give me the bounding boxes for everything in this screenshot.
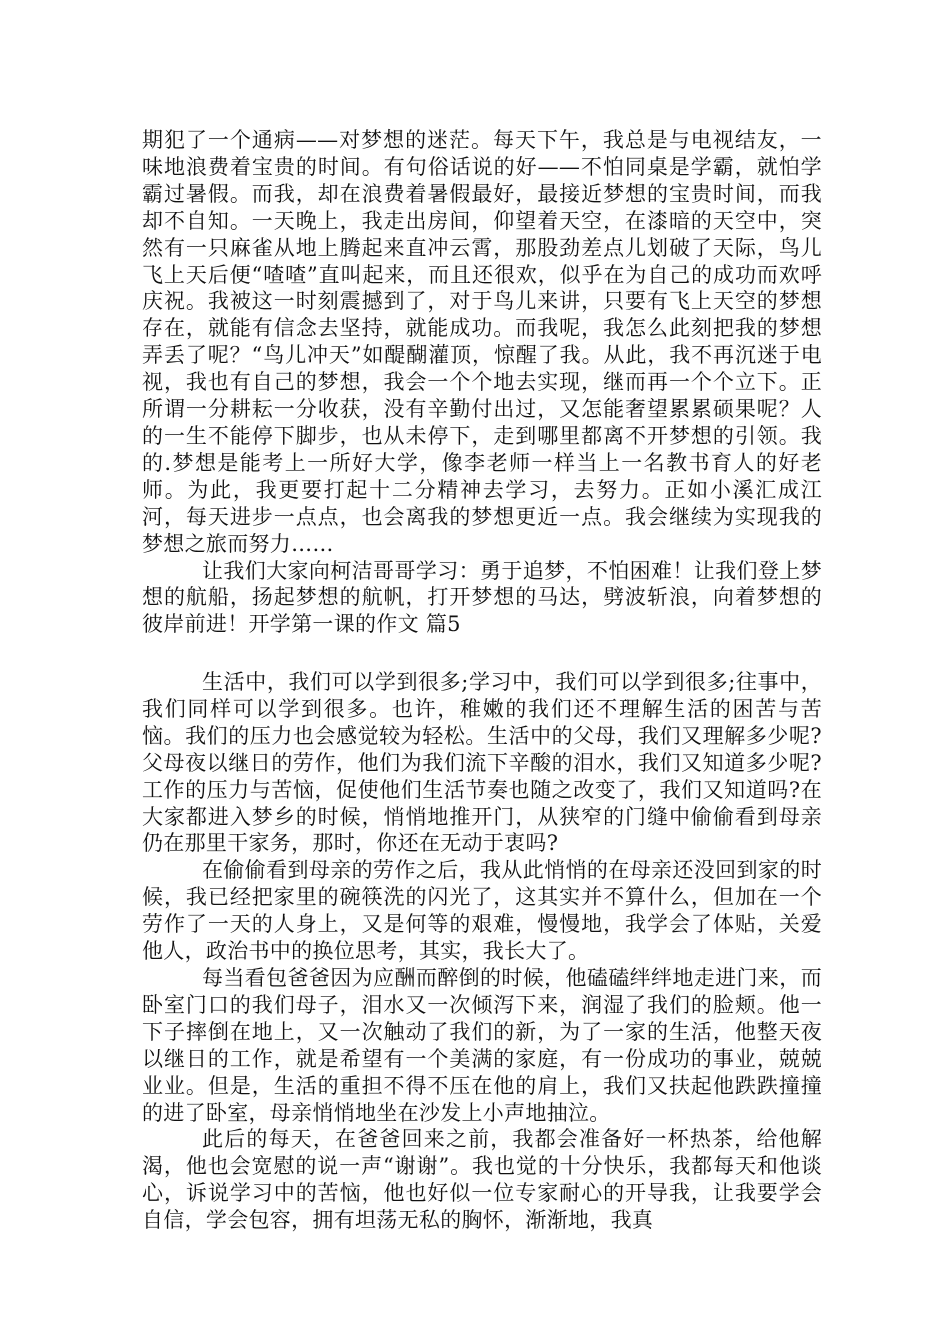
body-paragraph: 让我们大家向柯洁哥哥学习：勇于追梦，不怕困难！让我们登上梦想的航船，扬起梦想的航帆，打开梦想的马达，劈波斩浪，向着梦想的彼岸前进！开学第一课的作文 篇5 [142, 558, 822, 637]
body-paragraph: 期犯了一个通病——对梦想的迷茫。每天下午，我总是与电视结友，一味地浪费着宝贵的时间。有句俗话说的好——不怕同桌是学霸，就怕学霸过暑假。而我，却在浪费着暑假最好，最接近梦想的宝贵时间，而我却不自知。一天晚上，我走出房间，仰望着天空，在漆暗的天空中，突然有一只麻雀从地上腾起来直冲云霄，那股劲差点儿划破了天际，鸟儿飞上天后便“喳喳”直叫起来，而且还很欢，似乎在为自己的成功而欢呼庆祝。我被这一时刻震撼到了，对于鸟儿来讲，只要有飞上天空的梦想存在，就能有信念去坚持，就能成功。而我呢，我怎么此刻把我的梦想弄丢了呢？“鸟儿冲天”如醍醐灌顶，惊醒了我。从此，我不再沉迷于电视，我也有自己的梦想，我会一个个地去实现，继而再一个个立下。正所谓一分耕耘一分收获，没有辛勤付出过，又怎能奢望累累硕果呢？人的一生不能停下脚步，也从未停下，走到哪里都离不开梦想的引领。我的.梦想是能考上一所好大学，像李老师一样当上一名教书育人的好老师。为此，我更要打起十二分精神去学习，去努力。正如小溪汇成江河，每天进步一点点，也会离我的梦想更近一点。我会继续为实现我的梦想之旅而努力…… [142, 128, 822, 556]
essay-section-continuation [142, 127, 822, 638]
essay-section-5 [142, 669, 822, 1234]
body-paragraph: 此后的每天，在爸爸回来之前，我都会准备好一杯热茶，给他解渴，他也会宽慰的说一声“谢谢”。我也觉的十分快乐，我都每天和他谈心，诉说学习中的苦恼，他也好似一位专家耐心的开导我，让我要学会自信，学会包容，拥有坦荡无私的胸怀，渐渐地，我真 [142, 1127, 822, 1233]
body-paragraph: 每当看包爸爸因为应酬而醉倒的时候，他磕磕绊绊地走进门来，而卧室门口的我们母子，泪水又一次倾泻下来，润湿了我们的脸颊。他一下子摔倒在地上，又一次触动了我们的新，为了一家的生活，他整天夜以继日的工作，就是希望有一个美满的家庭，有一份成功的事业，兢兢业业。但是，生活的重担不得不压在他的肩上，我们又扶起他跌跌撞撞的进了卧室，母亲悄悄地坐在沙发上小声地抽泣。 [142, 965, 822, 1125]
body-paragraph: 生活中，我们可以学到很多;学习中，我们可以学到很多;往事中，我们同样可以学到很多。也许，稚嫩的我们还不理解生活的困苦与苦恼。我们的压力也会感觉较为轻松。生活中的父母，我们又理解多少呢?父母夜以继日的劳作，他们为我们流下辛酸的泪水，我们又知道多少呢?工作的压力与苦恼，促使他们生活节奏也随之改变了，我们又知道吗?在大家都进入梦乡的时候，悄悄地推开门，从狭窄的门缝中偷偷看到母亲仍在那里干家务，那时，你还在无动于衷吗? [142, 670, 822, 856]
body-paragraph: 在偷偷看到母亲的劳作之后，我从此悄悄的在母亲还没回到家的时候，我已经把家里的碗筷洗的闪光了，这其实并不算什么，但加在一个劳作了一天的人身上，又是何等的艰难，慢慢地，我学会了体贴，关爱他人，政治书中的换位思考，其实，我长大了。 [142, 858, 822, 964]
